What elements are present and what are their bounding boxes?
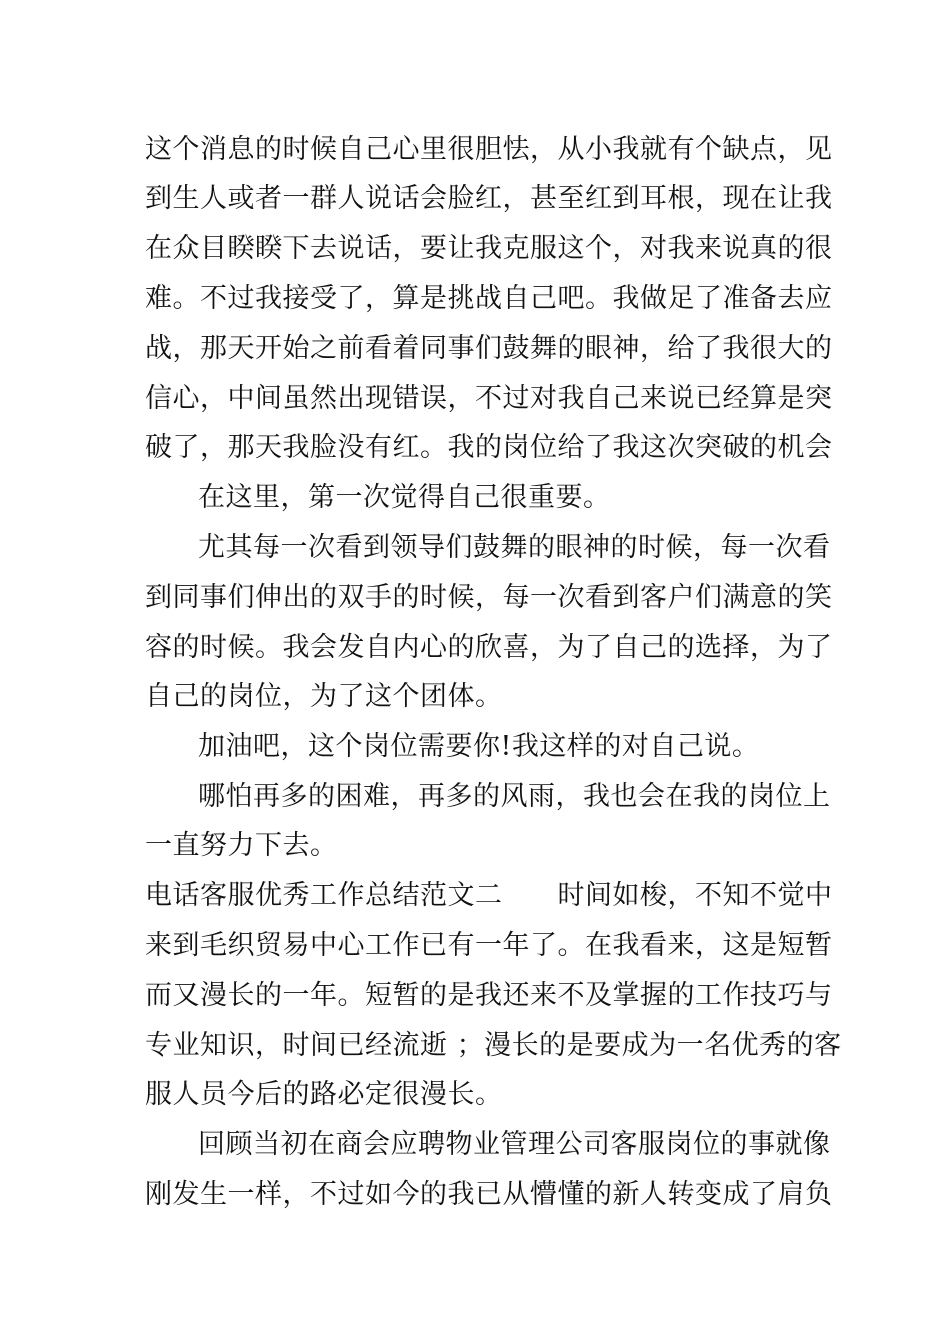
text-line: 来到毛织贸易中心工作已有一年了。在我看来，这是短暂 — [145, 930, 833, 961]
text-line: 一直努力下去。 — [145, 830, 338, 861]
text-line: 刚发生一样，不过如今的我已从懵懂的新人转变成了肩负 — [145, 1179, 833, 1210]
text-line: 自己的岗位，为了这个团体。 — [145, 681, 503, 712]
text-line: 难。不过我接受了，算是挑战自己吧。我做足了准备去应 — [145, 283, 833, 314]
text-line: 而又漫长的一年。短暂的是我还来不及掌握的工作技巧与 — [145, 980, 833, 1011]
text-line: 信心，中间虽然出现错误，不过对我自己来说已经算是突 — [145, 383, 833, 414]
text-line: 在这里，第一次觉得自己很重要。 — [198, 482, 611, 513]
text-line: 战，那天开始之前看着同事们鼓舞的眼神，给了我很大的 — [145, 333, 833, 364]
text-line: 到同事们伸出的双手的时候，每一次看到客户们满意的笑 — [145, 582, 833, 613]
text-line: 哪怕再多的困难，再多的风雨，我也会在我的岗位上 — [198, 781, 831, 812]
section-heading-line: 电话客服优秀工作总结范文二 时间如梭，不知不觉中 — [145, 880, 833, 911]
text-line: 容的时候。我会发自内心的欣喜，为了自己的选择，为了 — [145, 632, 833, 663]
text-line: 专业知识，时间已经流逝 ；漫长的是要成为一名优秀的客 — [145, 1030, 842, 1061]
text-line: 服人员今后的路必定很漫长。 — [145, 1079, 503, 1110]
text-line: 在众目睽睽下去说话，要让我克服这个，对我来说真的很 — [145, 233, 833, 264]
text-line: 回顾当初在商会应聘物业管理公司客服岗位的事就像 — [198, 1129, 831, 1160]
text-line: 尤其每一次看到领导们鼓舞的眼神的时候，每一次看 — [198, 532, 831, 563]
text-line: 破了，那天我脸没有红。我的岗位给了我这次突破的机会 — [145, 432, 833, 463]
text-line: 加油吧，这个岗位需要你!我这样的对自己说。 — [198, 731, 760, 762]
text-line: 这个消息的时候自己心里很胆怯，从小我就有个缺点，见 — [145, 134, 833, 165]
text-line: 到生人或者一群人说话会脸红，甚至红到耳根，现在让我 — [145, 183, 833, 214]
